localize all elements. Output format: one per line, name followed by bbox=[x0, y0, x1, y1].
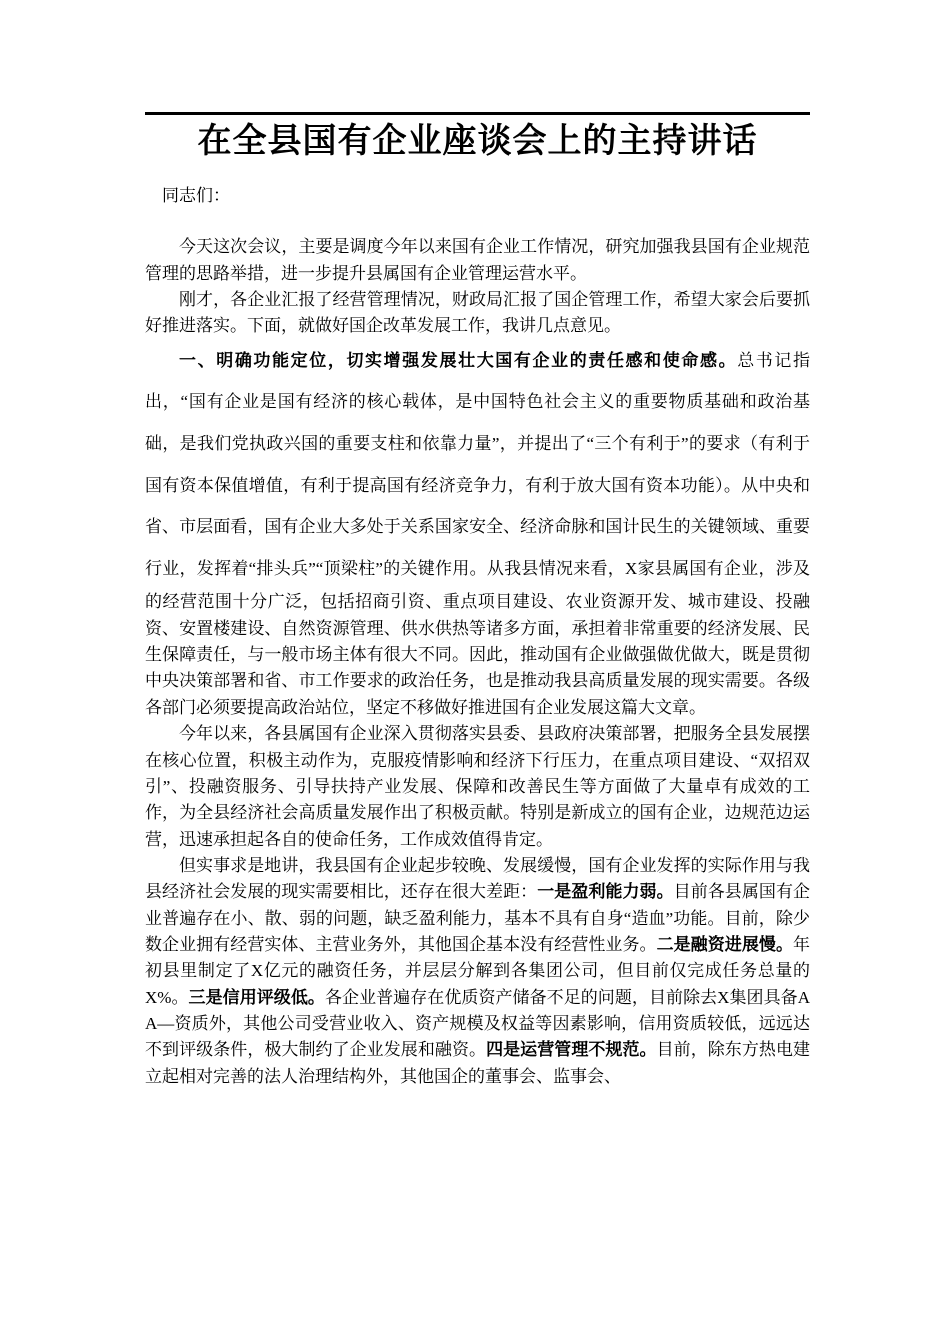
emphasis-text: 四是运营管理不规范。 bbox=[486, 1040, 657, 1060]
emphasis-text: 一、明确功能定位，切实增强发展壮大国有企业的责任感和使命感。 bbox=[179, 350, 738, 370]
body-text: 目前各县属国有企业普遍存在小、散、弱的问题，缺乏盈利能力，基本不具有自身“造血”功能。目前，除少数企业拥有经营实体、主营业务外，其他国企基本没有经营性业务。 bbox=[145, 882, 811, 954]
paragraph bbox=[145, 721, 810, 853]
paragraph bbox=[145, 234, 810, 287]
document-title: 在全县国有企业座谈会上的主持讲话 bbox=[197, 123, 758, 160]
document-body bbox=[145, 183, 810, 1090]
paragraph bbox=[145, 340, 810, 722]
body-text: 今天这次会议，主要是调度今年以来国有企业工作情况，研究加强我县国有企业规范管理的思路举措，进一步提升县属国有企业管理运营水平。 bbox=[145, 237, 810, 283]
body-text: 但实事求是地讲，我县国有企业起步较晚、发展缓慢，国有企业发挥的实际作用与我县经济社会发展的现实需要相比，还存在很大差距： bbox=[145, 855, 810, 902]
emphasis-text: 二是融资进展慢。 bbox=[656, 934, 793, 954]
body-text: 刚才，各企业汇报了经营管理情况，财政局汇报了国企管理工作，希望大家会后要抓好推进落实。下面，就做好国企改革发展工作，我讲几点意见。 bbox=[145, 289, 810, 336]
body-text: 各企业普遍存在优质资产储备不足的问题，目前除去X集团具备AA—资质外，其他公司受营业收入、资产规模及权益等因素影响，信用资质较低，远远达不到评级条件，极大制约了企业发展和融资。 bbox=[145, 987, 810, 1060]
paragraph bbox=[145, 853, 810, 1090]
body-text: 同志们： bbox=[162, 185, 230, 205]
paragraph bbox=[145, 183, 810, 209]
body-text: 目前，除东方热电建立起相对完善的法人治理结构外，其他国企的董事会、监事会、 bbox=[145, 1040, 811, 1086]
paragraph bbox=[145, 287, 810, 340]
emphasis-text: 一是盈利能力弱。 bbox=[537, 882, 674, 902]
emphasis-text: 三是信用评级低。 bbox=[188, 987, 325, 1007]
body-text: 从我县情况来看，X家县属国有企业，涉及的经营范围十分广泛，包括招商引资、重点项目建设、农业资源开发、城市建设、投融资、安置楼建设、自然资源管理、供水供热等诸多方面，承担着非常重要的经济发展、民生保障责任，与一般市场主体有很大不同。因此，推动国有企业做强做优做大，既是贯彻中央决策部署和省、市工作要求的政治任务，也是推动我县高质量发展的现实需要。各级各部门必须要提高政治站位，坚定不移做好推进国有企业发展这篇大文章。 bbox=[145, 558, 810, 717]
title-divider bbox=[145, 112, 810, 115]
body-text: 年初县里制定了X亿元的融资任务，并层层分解到各集团公司，但目前仅完成任务总量的X%。 bbox=[145, 934, 810, 1007]
body-text: 今年以来，各县属国有企业深入贯彻落实县委、县政府决策部署，把服务全县发展摆在核心位置，积极主动作为，克服疫情影响和经济下行压力，在重点项目建设、“双招双引”、投融资服务、引导扶持产业发展、保障和改善民生等方面做了大量卓有成效的工作，为全县经济社会高质量发展作出了积极贡献。特别是新成立的国有企业，边规范边运营，迅速承担起各自的使命任务，工作成效值得肯定。 bbox=[145, 724, 810, 849]
body-text: 总书记指出，“国有企业是国有经济的核心载体，是中国特色社会主义的重要物质基础和政治基础，是我们党执政兴国的重要支柱和依靠力量”，并提出了“三个有利于”的要求（有利于国有资本保值增值，有利于提高国有经济竞争力，有利于放大国有资本功能）。从中央和省、市层面看，国有企业大多处于关系国家安全、经济命脉和国计民生的关键领域、重要行业，发挥着“排头兵”“顶梁柱”的关键作用。 bbox=[145, 350, 811, 578]
